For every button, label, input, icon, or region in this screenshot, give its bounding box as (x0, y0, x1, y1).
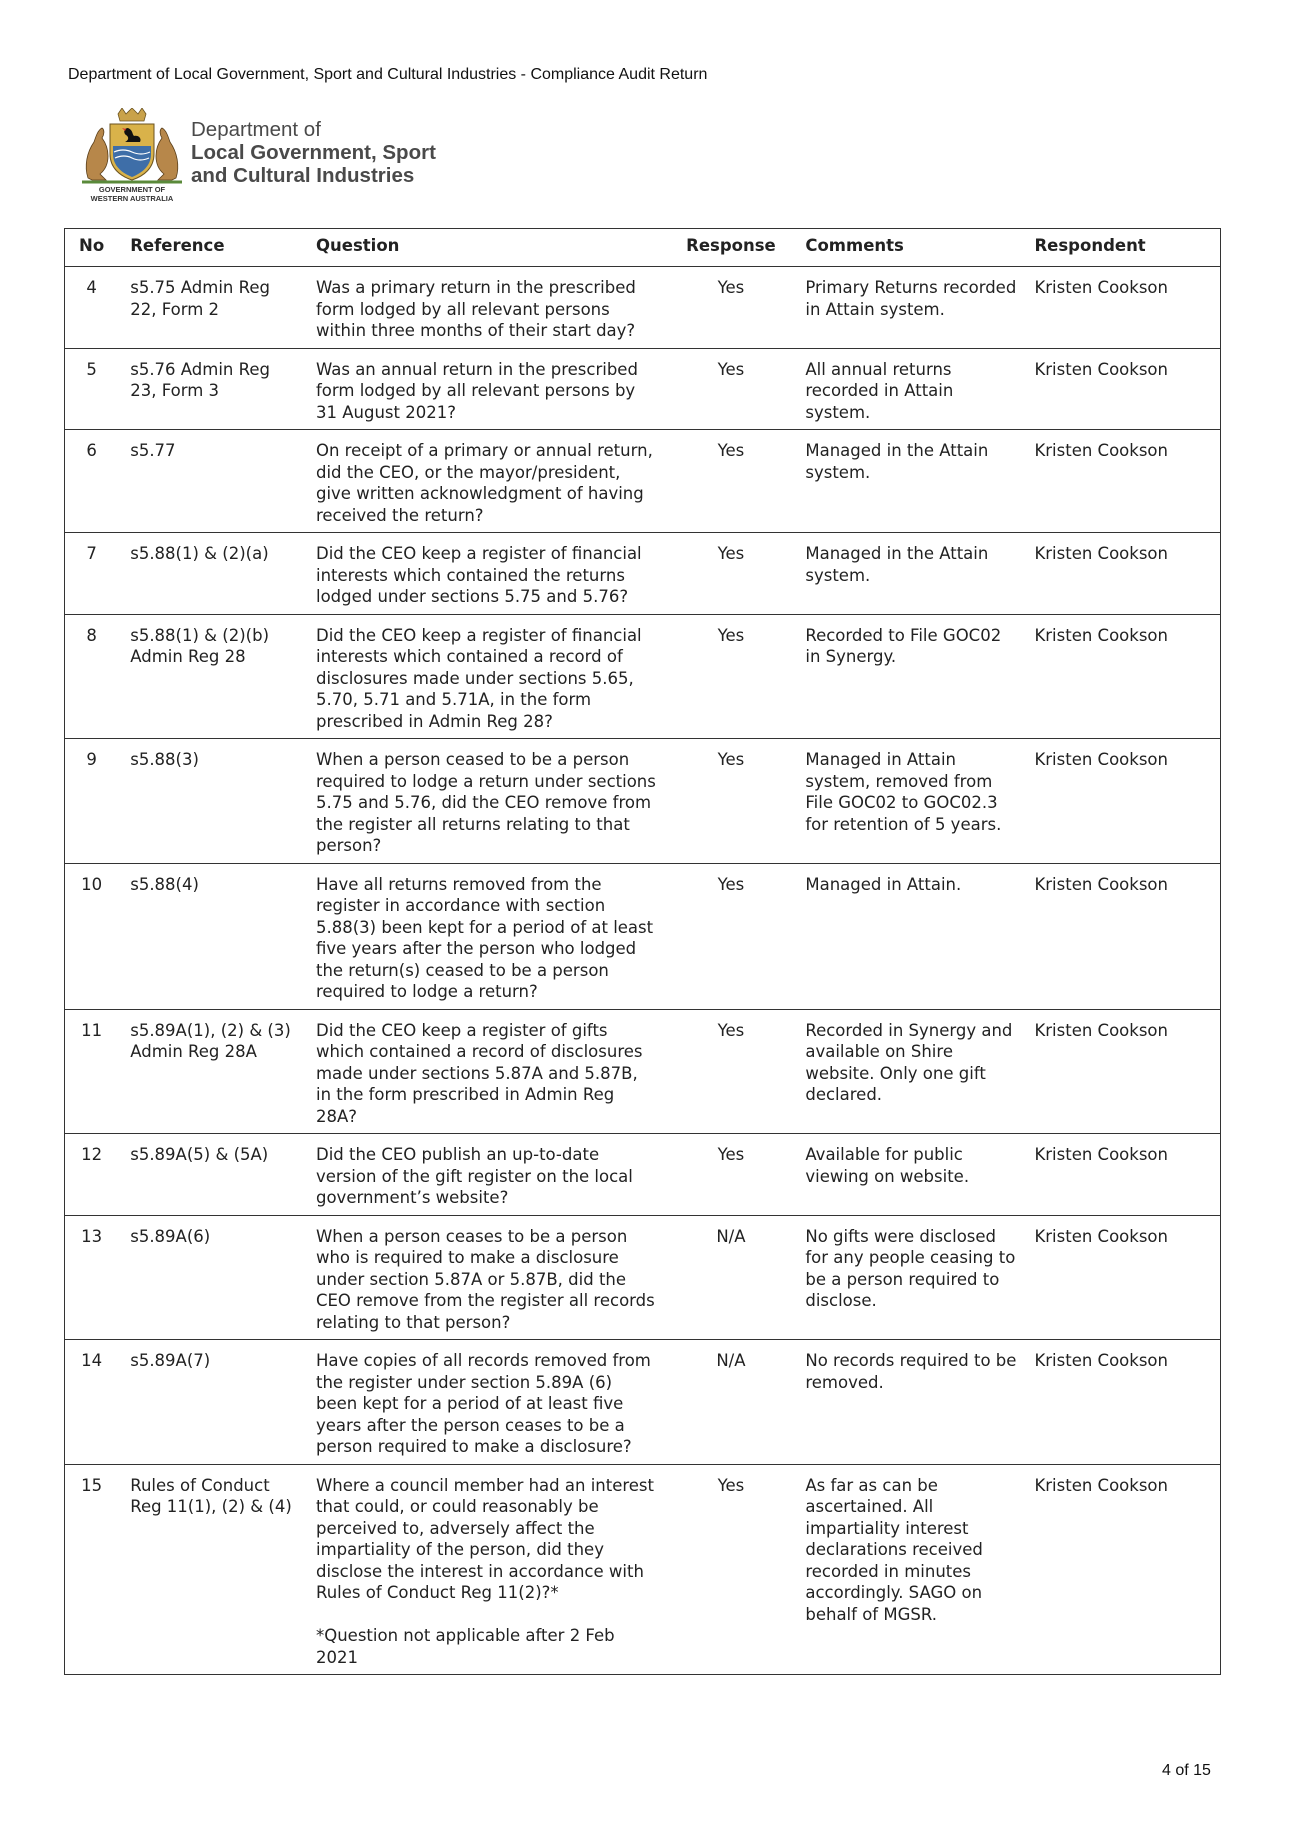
question-note: *Question not applicable after 2 Feb 2021 (315, 1626, 615, 1667)
cell-no: 6 (65, 430, 123, 533)
cell-question: Did the CEO keep a register of gifts which contained a record of disclosures made under sections 5.87A and 5.87B, in the form prescribed in Admin Reg 28A? (308, 1009, 665, 1134)
cell-reference: s5.75 Admin Reg 22, Form 2 (122, 267, 308, 349)
cell-no: 13 (65, 1215, 123, 1340)
cell-response: Yes (665, 430, 798, 533)
department-name (191, 118, 436, 187)
table-row (65, 267, 1221, 349)
cell-no: 15 (65, 1464, 123, 1675)
column-header-question: Question (308, 229, 665, 267)
table-row (65, 1340, 1221, 1465)
cell-question: Was an annual return in the prescribed form lodged by all relevant persons by 31 August 2021? (308, 348, 665, 430)
cell-question: On receipt of a primary or annual return, did the CEO, or the mayor/president, give written acknowledgment of having received the return? (308, 430, 665, 533)
table-row (65, 1215, 1221, 1340)
cell-question: Did the CEO keep a register of financial interests which contained the returns lodged under sections 5.75 and 5.76? (308, 533, 665, 615)
cell-response: Yes (665, 863, 798, 1009)
cell-question: When a person ceases to be a person who is required to make a disclosure under section 5.87A or 5.87B, did the CEO remove from the register all records relating to that person? (308, 1215, 665, 1340)
cell-comments: Recorded to File GOC02 in Synergy. (797, 614, 1026, 739)
cell-reference: s5.89A(6) (122, 1215, 308, 1340)
cell-response: Yes (665, 348, 798, 430)
cell-reference: Rules of Conduct Reg 11(1), (2) & (4) (122, 1464, 308, 1675)
column-header-respondent: Respondent (1026, 229, 1220, 267)
cell-response: Yes (665, 1134, 798, 1216)
cell-respondent: Kristen Cookson (1026, 430, 1220, 533)
cell-no: 4 (65, 267, 123, 349)
cell-comments: Managed in the Attain system. (797, 533, 1026, 615)
cell-respondent: Kristen Cookson (1026, 1340, 1220, 1465)
table-row (65, 1464, 1221, 1675)
cell-respondent: Kristen Cookson (1026, 614, 1220, 739)
compliance-audit-table (64, 228, 1221, 1675)
cell-reference: s5.88(3) (122, 739, 308, 864)
cell-respondent: Kristen Cookson (1026, 267, 1220, 349)
cell-comments: All annual returns recorded in Attain system. (797, 348, 1026, 430)
cell-question: Was a primary return in the prescribed form lodged by all relevant persons within three months of their start day? (308, 267, 665, 349)
column-header-reference: Reference (122, 229, 308, 267)
cell-reference: s5.88(1) & (2)(a) (122, 533, 308, 615)
cell-reference: s5.88(1) & (2)(b) Admin Reg 28 (122, 614, 308, 739)
cell-response: Yes (665, 1464, 798, 1675)
cell-comments: Managed in Attain system, removed from File GOC02 to GOC02.3 for retention of 5 years. (797, 739, 1026, 864)
cell-question: Did the CEO publish an up-to-date version of the gift register on the local government’s website? (308, 1134, 665, 1216)
table-row (65, 1134, 1221, 1216)
table-row (65, 614, 1221, 739)
cell-comments: No records required to be removed. (797, 1340, 1026, 1465)
cell-no: 5 (65, 348, 123, 430)
table-row (65, 863, 1221, 1009)
logo-line-3: and Cultural Industries (191, 164, 415, 187)
cell-no: 11 (65, 1009, 123, 1134)
cell-reference: s5.89A(7) (122, 1340, 308, 1465)
cell-reference: s5.89A(5) & (5A) (122, 1134, 308, 1216)
cell-no: 14 (65, 1340, 123, 1465)
cell-respondent: Kristen Cookson (1026, 348, 1220, 430)
cell-reference: s5.77 (122, 430, 308, 533)
cell-reference: s5.89A(1), (2) & (3) Admin Reg 28A (122, 1009, 308, 1134)
cell-respondent: Kristen Cookson (1026, 1464, 1220, 1675)
cell-response: N/A (665, 1340, 798, 1465)
cell-respondent: Kristen Cookson (1026, 739, 1220, 864)
cell-comments: Recorded in Synergy and available on Shire website. Only one gift declared. (797, 1009, 1026, 1134)
cell-response: Yes (665, 533, 798, 615)
cell-comments: Primary Returns recorded in Attain system. (797, 267, 1026, 349)
cell-respondent: Kristen Cookson (1026, 863, 1220, 1009)
cell-comments: Managed in Attain. (797, 863, 1026, 1009)
cell-respondent: Kristen Cookson (1026, 1134, 1220, 1216)
table-header-row (65, 229, 1221, 267)
crest-caption: GOVERNMENT OF WESTERN AUSTRALIA (90, 185, 174, 203)
cell-question (308, 1464, 665, 1675)
cell-response: Yes (665, 739, 798, 864)
page-number: 4 of 15 (1162, 1762, 1211, 1779)
logo-line-2: Local Government, Sport (191, 141, 436, 164)
table-row (65, 430, 1221, 533)
table-row (65, 533, 1221, 615)
table-row (65, 739, 1221, 864)
cell-no: 9 (65, 739, 123, 864)
cell-no: 10 (65, 863, 123, 1009)
table-row (65, 1009, 1221, 1134)
table-row (65, 348, 1221, 430)
department-logo (78, 108, 438, 210)
cell-no: 8 (65, 614, 123, 739)
logo-line-1: Department of (191, 118, 321, 141)
cell-respondent: Kristen Cookson (1026, 1215, 1220, 1340)
column-header-no: No (65, 229, 123, 267)
cell-comments: No gifts were disclosed for any people ceasing to be a person required to disclose. (797, 1215, 1026, 1340)
cell-question: Have all returns removed from the register in accordance with section 5.88(3) been kept for a period of at least five years after the person who lodged the return(s) ceased to be a person required to lodge a return? (308, 863, 665, 1009)
cell-response: Yes (665, 614, 798, 739)
cell-question: When a person ceased to be a person required to lodge a return under sections 5.75 and 5.76, did the CEO remove from the register all returns relating to that person? (308, 739, 665, 864)
cell-respondent: Kristen Cookson (1026, 1009, 1220, 1134)
cell-response: Yes (665, 267, 798, 349)
cell-reference: s5.88(4) (122, 863, 308, 1009)
cell-question: Did the CEO keep a register of financial interests which contained a record of disclosures made under sections 5.65, 5.70, 5.71 and 5.71A, in the form prescribed in Admin Reg 28? (308, 614, 665, 739)
cell-response: Yes (665, 1009, 798, 1134)
document-header: Department of Local Government, Sport and Cultural Industries - Compliance Audit Return (68, 66, 708, 83)
cell-no: 12 (65, 1134, 123, 1216)
column-header-response: Response (665, 229, 798, 267)
question-text: Where a council member had an interest that could, or could reasonably be perceived to, adversely affect the impartiality of the person, did they disclose the interest in accordance with Rules of Conduct Reg 11(2)?* (315, 1475, 655, 1602)
cell-respondent: Kristen Cookson (1026, 533, 1220, 615)
cell-response: N/A (665, 1215, 798, 1340)
cell-comments: Available for public viewing on website. (797, 1134, 1026, 1216)
cell-comments: Managed in the Attain system. (797, 430, 1026, 533)
cell-reference: s5.76 Admin Reg 23, Form 3 (122, 348, 308, 430)
cell-no: 7 (65, 533, 123, 615)
cell-comments: As far as can be ascertained. All impartiality interest declarations received recorded in minutes accordingly. SAGO on behalf of MGSR. (797, 1464, 1026, 1675)
cell-question: Have copies of all records removed from the register under section 5.89A (6) been kept for a period of at least five years after the person ceases to be a person required to make a disclosure? (308, 1340, 665, 1465)
column-header-comments: Comments (797, 229, 1026, 267)
